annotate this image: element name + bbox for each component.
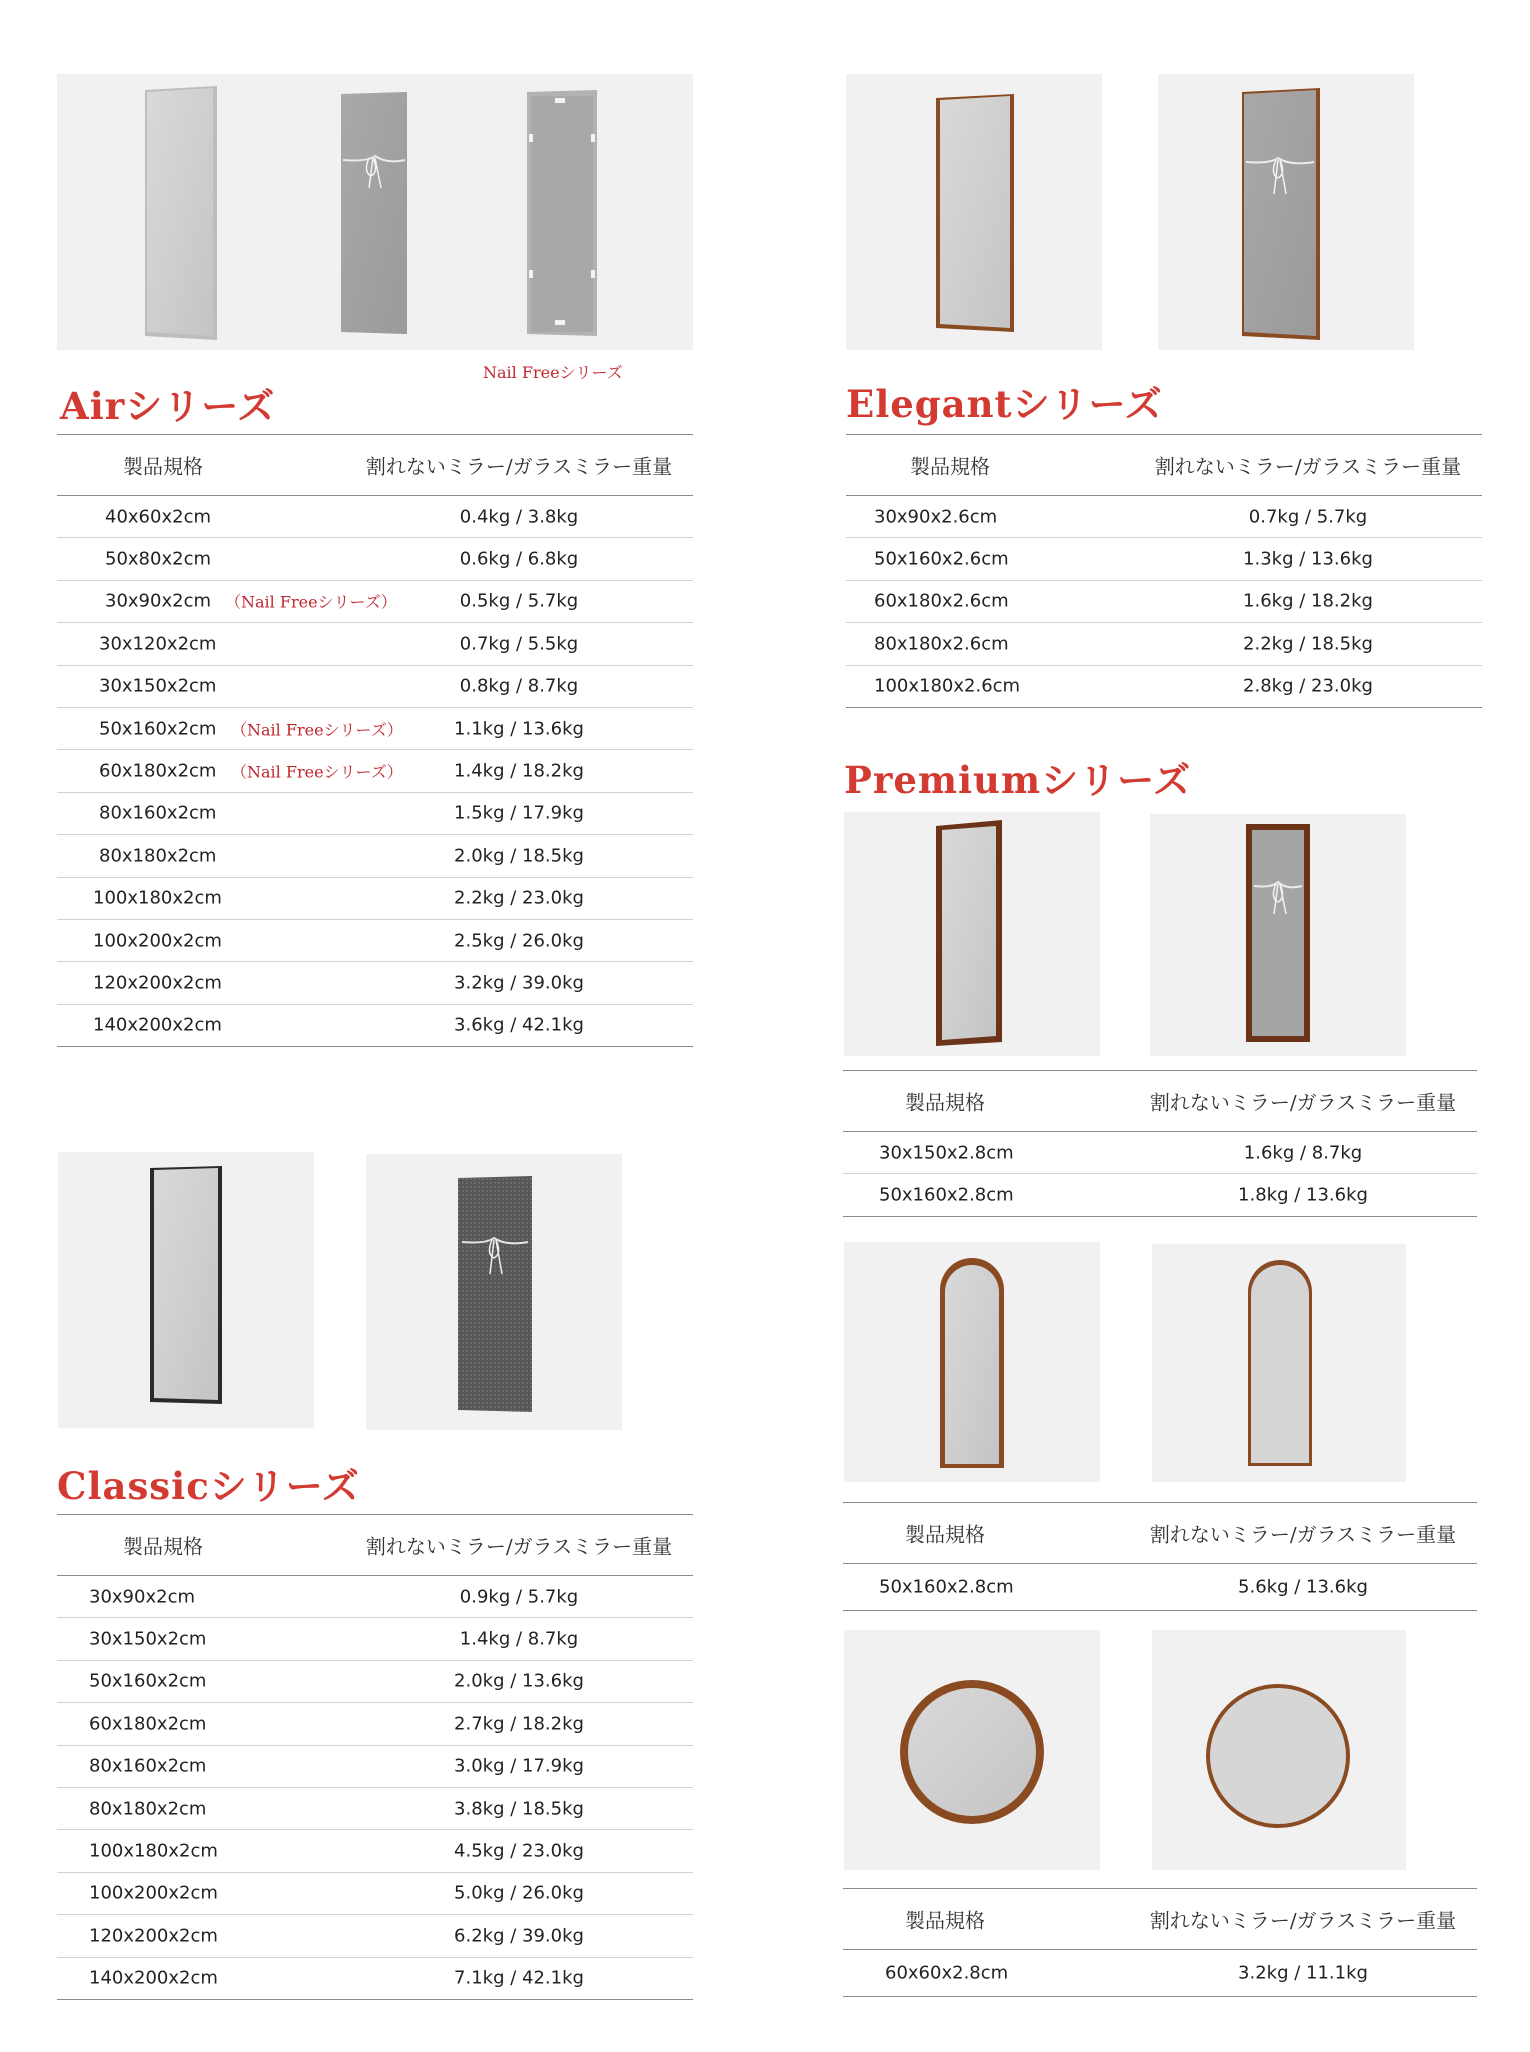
weight-cell: 6.2kg / 39.0kg	[454, 1925, 584, 1947]
table-row	[57, 538, 693, 580]
weight-cell: 3.2kg / 39.0kg	[454, 972, 584, 994]
air-mirror-back-image	[341, 92, 407, 334]
weight-cell: 1.5kg / 17.9kg	[454, 802, 584, 824]
premium-arch-front-photo	[844, 1242, 1100, 1482]
table-row	[57, 496, 693, 538]
nailfree-note: （Nail Freeシリーズ）	[231, 762, 403, 782]
table-header	[843, 1070, 1477, 1132]
weight-cell: 3.6kg / 42.1kg	[454, 1014, 584, 1036]
table-row	[57, 962, 693, 1004]
size-header: 製品規格	[123, 1534, 203, 1559]
elegant-spec-table	[846, 434, 1482, 708]
weight-cell: 2.2kg / 18.5kg	[1243, 633, 1373, 655]
size-header: 製品規格	[905, 1090, 985, 1115]
table-row	[57, 1958, 693, 2000]
weight-cell: 1.4kg / 18.2kg	[454, 760, 584, 782]
weight-cell: 0.5kg / 5.7kg	[459, 590, 579, 612]
weight-cell: 5.6kg / 13.6kg	[1238, 1576, 1368, 1598]
table-row	[57, 623, 693, 665]
table-row	[57, 1915, 693, 1957]
table-header	[843, 1888, 1477, 1950]
table-header	[843, 1502, 1477, 1564]
size-cell: 30x90x2cm	[105, 590, 211, 612]
table-row	[846, 581, 1482, 623]
size-cell: 60x180x2cm	[99, 760, 217, 782]
weight-cell: 3.8kg / 18.5kg	[454, 1798, 584, 1820]
size-cell: 40x60x2cm	[105, 506, 211, 528]
classic-spec-table	[57, 1514, 693, 2000]
table-row	[57, 1873, 693, 1915]
size-cell: 50x80x2cm	[105, 548, 211, 570]
size-cell: 30x90x2cm	[89, 1586, 195, 1608]
table-row	[57, 1746, 693, 1788]
table-row	[57, 1788, 693, 1830]
elegant-series-title: Elegantシリーズ	[846, 382, 1163, 426]
table-row	[57, 878, 693, 920]
premium-rect-spec-table	[843, 1070, 1477, 1217]
table-row	[57, 750, 693, 792]
table-row	[57, 708, 693, 750]
premium-rect-back-photo	[1150, 814, 1406, 1056]
size-cell: 80x160x2cm	[89, 1755, 207, 1777]
size-cell: 100x180x2.6cm	[874, 675, 1021, 697]
weight-header: 割れないミラー/ガラスミラー重量	[365, 454, 673, 479]
weight-cell: 0.7kg / 5.7kg	[1248, 506, 1368, 528]
size-cell: 100x180x2cm	[89, 1840, 218, 1862]
premium-round-spec-table	[843, 1888, 1477, 1997]
size-cell: 80x180x2cm	[99, 845, 217, 867]
size-cell: 30x150x2.8cm	[879, 1142, 1014, 1164]
table-row	[57, 1830, 693, 1872]
weight-cell: 2.7kg / 18.2kg	[454, 1713, 584, 1735]
table-row	[57, 920, 693, 962]
premium-round-front-photo	[844, 1630, 1100, 1870]
elegant-front-photo	[846, 74, 1102, 350]
size-cell: 50x160x2.6cm	[874, 548, 1009, 570]
size-cell: 30x150x2cm	[89, 1628, 207, 1650]
size-cell: 50x160x2.8cm	[879, 1576, 1014, 1598]
weight-cell: 1.6kg / 8.7kg	[1243, 1142, 1363, 1164]
size-cell: 50x160x2cm	[99, 718, 217, 740]
table-row	[846, 623, 1482, 665]
size-cell: 30x90x2.6cm	[874, 506, 998, 528]
table-header	[57, 1514, 693, 1576]
classic-series-title: Classicシリーズ	[57, 1464, 360, 1508]
table-row	[57, 1576, 693, 1618]
table-header	[846, 434, 1482, 496]
size-cell: 80x180x2.6cm	[874, 633, 1009, 655]
air-spec-table	[57, 434, 693, 1047]
size-cell: 140x200x2cm	[93, 1014, 222, 1036]
table-row	[57, 1661, 693, 1703]
weight-cell: 4.5kg / 23.0kg	[454, 1840, 584, 1862]
table-row	[57, 1703, 693, 1745]
size-cell: 100x180x2cm	[93, 887, 222, 909]
size-cell: 30x150x2cm	[99, 675, 217, 697]
weight-cell: 3.0kg / 17.9kg	[454, 1755, 584, 1777]
air-mirror-front-image	[145, 86, 217, 340]
table-row	[846, 496, 1482, 538]
table-header	[57, 434, 693, 496]
classic-back-photo	[366, 1154, 622, 1430]
size-cell: 60x180x2cm	[89, 1713, 207, 1735]
size-cell: 140x200x2cm	[89, 1967, 218, 1989]
elegant-back-photo	[1158, 74, 1414, 350]
air-product-photo	[57, 74, 693, 350]
size-cell: 100x200x2cm	[93, 930, 222, 952]
size-cell: 50x160x2cm	[89, 1670, 207, 1692]
table-row	[57, 793, 693, 835]
weight-cell: 0.6kg / 6.8kg	[459, 548, 579, 570]
weight-header: 割れないミラー/ガラスミラー重量	[1149, 1908, 1457, 1933]
weight-cell: 2.5kg / 26.0kg	[454, 930, 584, 952]
weight-header: 割れないミラー/ガラスミラー重量	[1149, 1522, 1457, 1547]
nailfree-note: （Nail Freeシリーズ）	[225, 592, 397, 612]
air-nailfree-caption: Nail Freeシリーズ	[483, 363, 623, 382]
size-cell: 80x180x2cm	[89, 1798, 207, 1820]
size-header: 製品規格	[910, 454, 990, 479]
size-header: 製品規格	[123, 454, 203, 479]
table-row	[843, 1174, 1477, 1216]
size-cell: 60x180x2.6cm	[874, 590, 1009, 612]
table-row	[57, 666, 693, 708]
size-cell: 120x200x2cm	[93, 972, 222, 994]
weight-cell: 0.7kg / 5.5kg	[459, 633, 579, 655]
size-cell: 30x120x2cm	[99, 633, 217, 655]
table-row	[57, 581, 693, 623]
size-cell: 100x200x2cm	[89, 1882, 218, 1904]
weight-cell: 2.0kg / 13.6kg	[454, 1670, 584, 1692]
weight-cell: 1.1kg / 13.6kg	[454, 718, 584, 740]
size-header: 製品規格	[905, 1522, 985, 1547]
premium-series-title: Premiumシリーズ	[844, 758, 1192, 802]
weight-cell: 0.9kg / 5.7kg	[459, 1586, 579, 1608]
weight-cell: 2.2kg / 23.0kg	[454, 887, 584, 909]
size-cell: 60x60x2.8cm	[885, 1962, 1009, 1984]
weight-cell: 2.8kg / 23.0kg	[1243, 675, 1373, 697]
table-row	[846, 538, 1482, 580]
table-row	[57, 1005, 693, 1047]
nailfree-note: （Nail Freeシリーズ）	[231, 720, 403, 740]
weight-header: 割れないミラー/ガラスミラー重量	[1154, 454, 1462, 479]
table-row	[57, 835, 693, 877]
table-row	[846, 666, 1482, 708]
premium-rect-front-photo	[844, 812, 1100, 1056]
weight-cell: 1.3kg / 13.6kg	[1243, 548, 1373, 570]
table-row	[57, 1618, 693, 1660]
weight-cell: 1.8kg / 13.6kg	[1238, 1184, 1368, 1206]
weight-cell: 5.0kg / 26.0kg	[454, 1882, 584, 1904]
classic-front-photo	[58, 1152, 314, 1428]
premium-arch-spec-table	[843, 1502, 1477, 1611]
weight-cell: 7.1kg / 42.1kg	[454, 1967, 584, 1989]
weight-header: 割れないミラー/ガラスミラー重量	[1149, 1090, 1457, 1115]
weight-cell: 0.4kg / 3.8kg	[459, 506, 579, 528]
table-row	[843, 1950, 1477, 1997]
table-row	[843, 1564, 1477, 1611]
weight-cell: 2.0kg / 18.5kg	[454, 845, 584, 867]
weight-header: 割れないミラー/ガラスミラー重量	[365, 1534, 673, 1559]
size-header: 製品規格	[905, 1908, 985, 1933]
premium-arch-back-photo	[1152, 1244, 1406, 1482]
weight-cell: 1.6kg / 18.2kg	[1243, 590, 1373, 612]
size-cell: 50x160x2.8cm	[879, 1184, 1014, 1206]
premium-round-back-photo	[1152, 1630, 1406, 1870]
size-cell: 80x160x2cm	[99, 802, 217, 824]
size-cell: 120x200x2cm	[89, 1925, 218, 1947]
weight-cell: 3.2kg / 11.1kg	[1238, 1962, 1368, 1984]
air-series-title: Airシリーズ	[60, 384, 276, 428]
air-nailfree-back-image	[527, 90, 597, 336]
weight-cell: 1.4kg / 8.7kg	[459, 1628, 579, 1650]
table-row	[843, 1132, 1477, 1174]
weight-cell: 0.8kg / 8.7kg	[459, 675, 579, 697]
